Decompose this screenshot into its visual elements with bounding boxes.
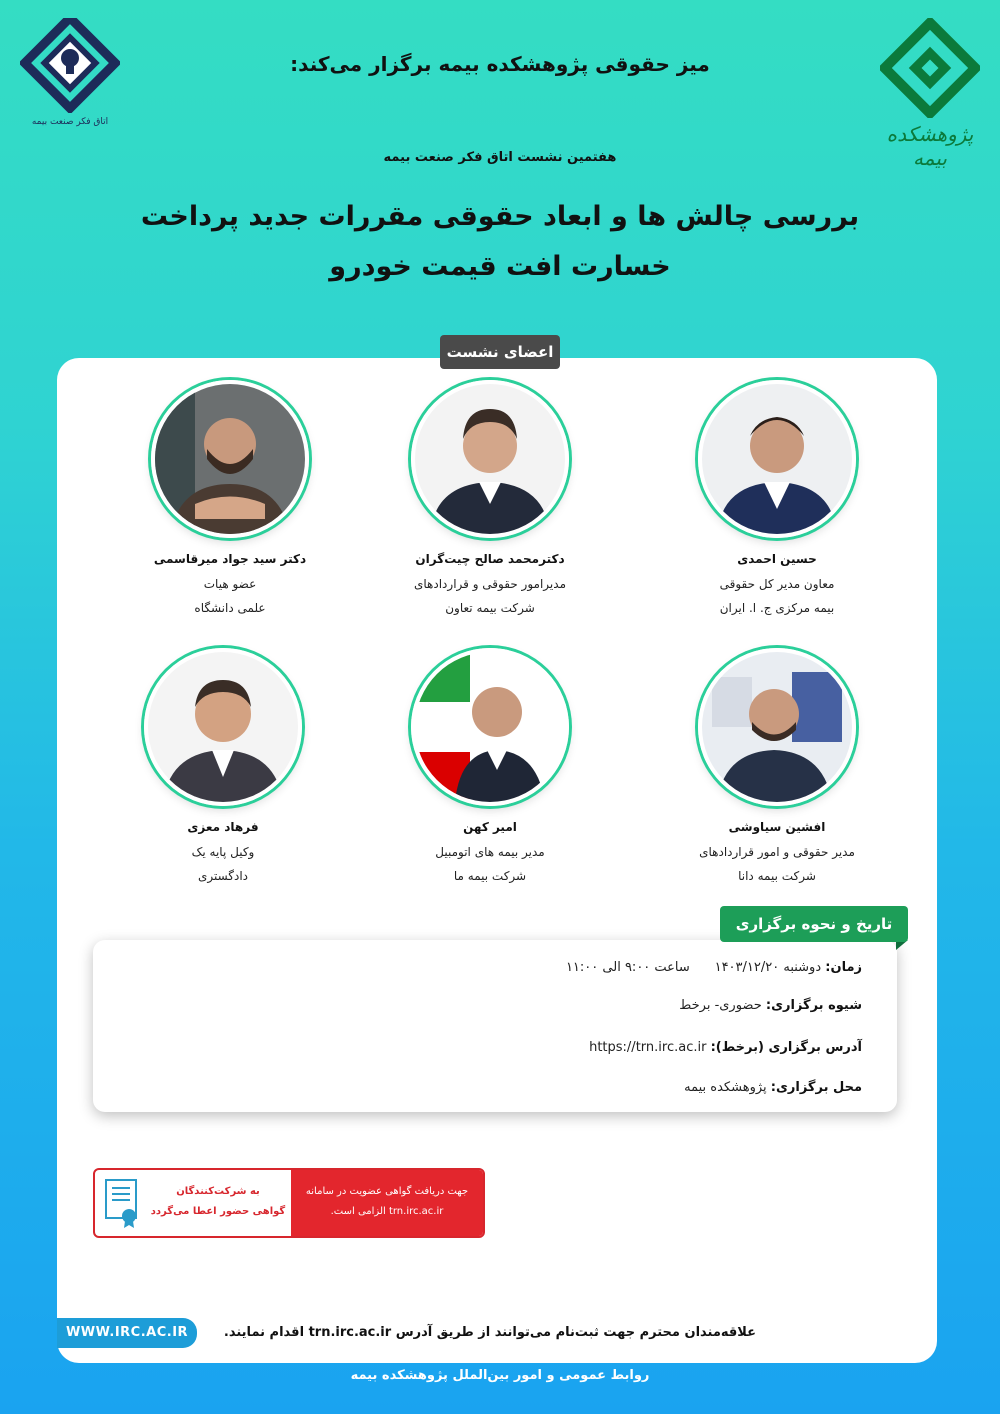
think-tank-logo xyxy=(20,18,120,128)
main-title xyxy=(120,192,880,292)
main-title-line1: بررسی چالش ها و ابعاد حقوقی مقررات جدید پرداخت xyxy=(140,201,860,232)
schedule-venue-row: محل برگزاری: پژوهشکده بیمه xyxy=(684,1080,862,1095)
schedule-address-link[interactable]: https://trn.irc.ac.ir xyxy=(589,1040,707,1055)
certificate-icon xyxy=(103,1178,141,1228)
website-link[interactable]: WWW.IRC.AC.IR xyxy=(57,1318,197,1348)
member-role: عضو هیات علمی دانشگاه xyxy=(194,577,266,615)
session-subtitle: هفتمین نشست اتاق فکر صنعت بیمه xyxy=(383,150,617,165)
member-role: مدیر حقوقی و امور قراردادهای شرکت بیمه دانا xyxy=(699,845,855,883)
member-photo xyxy=(151,380,309,538)
member-name: امیر کهن xyxy=(463,820,517,834)
schedule-time-row: زمان: دوشنبه ۱۴۰۳/۱۲/۲۰ ساعت ۹:۰۰ الی ۱۱:۰۰ xyxy=(565,960,862,975)
certificate-banner xyxy=(93,1168,485,1238)
member-photo xyxy=(144,648,302,806)
member-role: وکیل پایه یک دادگستری xyxy=(191,845,255,883)
member-card xyxy=(370,380,610,620)
member-name: فرهاد معزی xyxy=(187,820,259,834)
schedule-method-row: شیوه برگزاری: حضوری- برخط xyxy=(679,998,862,1013)
green-diamond-logo-icon xyxy=(880,18,980,118)
member-photo xyxy=(411,648,569,806)
member-name: دکترمحمد صالح چیت‌گران xyxy=(415,552,565,566)
think-tank-logo-caption: اتاق فکر صنعت بیمه xyxy=(31,117,109,127)
member-card xyxy=(657,648,897,888)
schedule-badge: تاریخ و نحوه برگزاری xyxy=(720,906,908,942)
insurance-research-logo-caption: پژوهشکده بیمه xyxy=(886,122,974,170)
lightbulb-diamond-logo-icon xyxy=(20,18,120,113)
member-role: مدیر بیمه های اتومبیل شرکت بیمه ما xyxy=(435,845,545,883)
schedule-address-row: آدرس برگزاری (برخط): https://trn.irc.ac.ir xyxy=(589,1040,862,1055)
member-name: افشین سیاوشی xyxy=(728,820,826,834)
member-role: معاون مدیر کل حقوقی بیمه مرکزی ج. ا. ایران xyxy=(719,577,835,615)
certificate-requirement: جهت دریافت گواهی عضویت در سامانه trn.irc.ac.ir الزامی است. xyxy=(291,1170,483,1236)
member-card xyxy=(370,648,610,888)
member-card xyxy=(657,380,897,620)
member-name: دکتر سید جواد میرقاسمی xyxy=(153,552,307,566)
header-intro: میز حقوقی پژوهشکده بیمه برگزار می‌کند: xyxy=(290,52,710,76)
member-photo xyxy=(698,648,856,806)
members-badge: اعضای نشست xyxy=(440,335,560,369)
member-card xyxy=(110,380,350,620)
member-photo xyxy=(411,380,569,538)
insurance-research-logo xyxy=(880,18,980,170)
member-name: حسین احمدی xyxy=(737,552,817,566)
member-photo xyxy=(698,380,856,538)
certificate-note: به شرکت‌کنندگان گواهی حضور اعطا می‌گردد xyxy=(150,1186,286,1217)
public-relations-credit: روابط عمومی و امور بین‌الملل پژوهشکده بیمه xyxy=(350,1368,650,1383)
registration-note: علاقه‌مندان محترم جهت ثبت‌نام می‌توانند از طریق آدرس trn.irc.ac.ir اقدام نمایند. xyxy=(223,1325,757,1340)
member-role: مدیرامور حقوقی و قراردادهای شرکت بیمه تعاون xyxy=(414,577,566,615)
schedule-box xyxy=(93,940,897,1112)
member-card xyxy=(103,648,343,888)
main-title-line2: خسارت افت قیمت خودرو xyxy=(329,251,671,282)
